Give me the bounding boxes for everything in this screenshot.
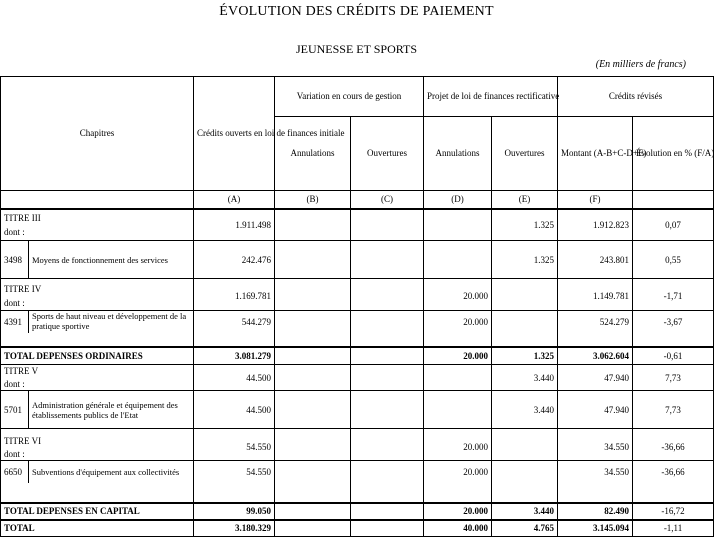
header-credits-revises: Crédits révisés <box>558 77 714 117</box>
table-row: 6650 Subventions d'équipement aux collectivités 54.550 20.000 34.550 -36,66 <box>1 461 714 483</box>
credits-table <box>0 76 714 537</box>
header-variation: Variation en cours de gestion <box>275 77 424 117</box>
row-label: TITRE III <box>4 212 41 223</box>
header-projet-loi: Projet de loi de finances rectificative <box>424 77 558 117</box>
grand-total-label: TOTAL <box>1 520 194 537</box>
letter-a: (A) <box>194 191 275 209</box>
table-row: TOTAL 3.180.329 40.000 4.765 3.145.094 -1,11 <box>1 520 714 537</box>
table-row: TOTAL DEPENSES ORDINAIRES 3.081.279 20.000 1.325 3.062.604 -0,61 <box>1 347 714 365</box>
header-ouvertures-e: Ouvertures <box>492 117 558 191</box>
header-credits-ouverts: Crédits ouverts en loi de finances initiale <box>194 77 275 191</box>
letter-b: (B) <box>275 191 351 209</box>
table-row: TITRE VI dont : 54.550 20.000 34.550 -36,66 <box>1 435 714 461</box>
table-row: TOTAL DEPENSES EN CAPITAL 99.050 20.000 3.440 82.490 -16,72 <box>1 503 714 520</box>
header-ouvertures-c: Ouvertures <box>351 117 424 191</box>
letter-e: (E) <box>492 191 558 209</box>
unit-note: (En milliers de francs) <box>595 59 686 70</box>
letter-d: (D) <box>424 191 492 209</box>
table-row: TITRE III dont : 1.911.498 1.325 1.912.823 0,07 <box>1 209 714 241</box>
header-annulations-d: Annulations <box>424 117 492 191</box>
header-evolution: Évolution en % (F/A) <box>633 117 714 191</box>
header-annulations-b: Annulations <box>275 117 351 191</box>
table-row: 5701 Administration générale et équipement des établissements publics de l'Etat 44.500 3.440 47.940 7,73 <box>1 391 714 429</box>
table-row: 3498 Moyens de fonctionnement des services 242.476 1.325 243.801 0,55 <box>1 241 714 279</box>
header-chapitres: Chapitres <box>1 77 194 191</box>
table-row: TITRE V dont : 44.500 3.440 47.940 7,73 <box>1 365 714 391</box>
letter-f: (F) <box>558 191 633 209</box>
header-montant: Montant (A-B+C-D+E) <box>558 117 633 191</box>
page-subtitle: JEUNESSE ET SPORTS <box>295 42 418 56</box>
table-row: TITRE IV dont : 1.169.781 20.000 1.149.781 -1,71 <box>1 283 714 311</box>
table-row: 4391 Sports de haut niveau et développement de la pratique sportive 544.279 20.000 524.279 -3,67 <box>1 311 714 333</box>
page-title: ÉVOLUTION DES CRÉDITS DE PAIEMENT <box>219 4 494 19</box>
letter-c: (C) <box>351 191 424 209</box>
